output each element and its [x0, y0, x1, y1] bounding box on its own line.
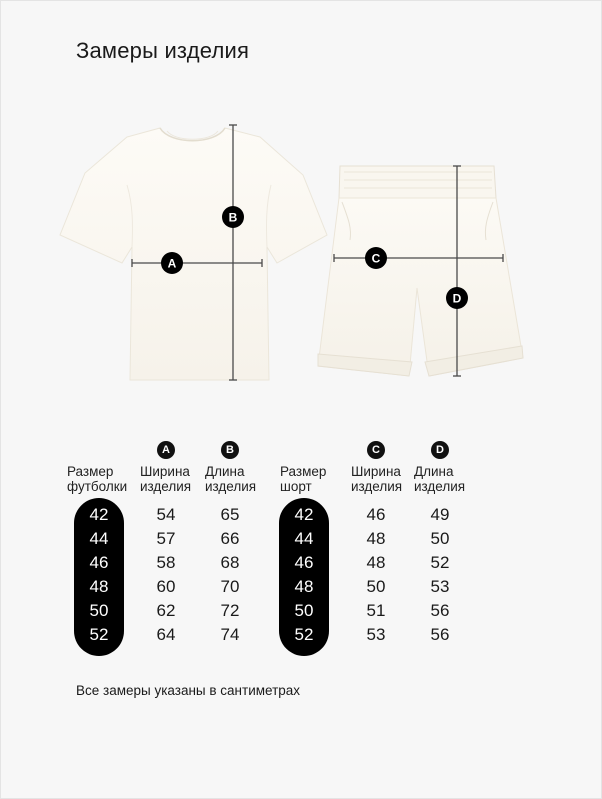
tshirt-length-cell: 65: [220, 505, 240, 524]
marker-a-badge-icon: A: [157, 441, 175, 459]
shorts-size-cell: 46: [294, 553, 314, 572]
shorts-width-cell: 53: [366, 625, 386, 644]
shorts-size-cell: 50: [294, 601, 314, 620]
tshirt-size-cell: 48: [89, 577, 109, 596]
tshirt-width-cell: 60: [156, 577, 176, 596]
shorts-length-cell: 56: [430, 625, 450, 644]
tshirt-width-cell: 62: [156, 601, 176, 620]
tshirt-size-cell: 52: [89, 625, 109, 644]
shorts-width-header: Ширина изделия: [351, 464, 403, 494]
page-title: Замеры изделия: [76, 38, 250, 63]
shorts-width-cell: 48: [366, 529, 386, 548]
shorts-size-cell: 44: [294, 529, 314, 548]
tshirt-width-header: Ширина изделия: [140, 464, 192, 494]
tshirt-width-cell: 57: [156, 529, 176, 548]
tshirt-length-header: Длина изделия: [205, 464, 257, 494]
shorts-length-cell: 49: [430, 505, 450, 524]
svg-text:C: C: [371, 251, 381, 266]
shorts-width-cell: 51: [366, 601, 386, 620]
marker-d-icon: [446, 287, 468, 309]
tshirt-width-cell: 54: [156, 505, 176, 524]
shorts-length-cell: 56: [430, 601, 450, 620]
marker-b-icon: [222, 206, 244, 228]
tshirt-width-cell: 58: [156, 553, 176, 572]
tshirt-size-cell: 46: [89, 553, 109, 572]
shorts-illustration: [312, 158, 544, 388]
svg-text:A: A: [167, 256, 177, 271]
tshirt-length-cell: 72: [220, 601, 240, 620]
shorts-size-cell: 42: [294, 505, 314, 524]
tshirt-size-cell: 42: [89, 505, 109, 524]
measurement-footnote: Все замеры указаны в сантиметрах: [76, 683, 301, 698]
marker-c-badge-icon: C: [367, 441, 385, 459]
shorts-length-header: Длина изделия: [414, 464, 466, 494]
shorts-width-cell: 46: [366, 505, 386, 524]
shorts-size-header: Размер шорт: [280, 464, 327, 494]
tshirt-length-cell: 66: [220, 529, 240, 548]
svg-text:B: B: [228, 210, 238, 225]
shorts-length-cell: 50: [430, 529, 450, 548]
tshirt-length-cell: 68: [220, 553, 240, 572]
svg-text:D: D: [452, 291, 462, 306]
shorts-length-cell: 53: [430, 577, 450, 596]
marker-b-badge-icon: B: [221, 441, 239, 459]
shorts-size-cell: 52: [294, 625, 314, 644]
marker-c-icon: [365, 247, 387, 269]
tshirt-width-cell: 64: [156, 625, 176, 644]
tshirt-length-cell: 74: [220, 625, 240, 644]
shorts-width-cell: 50: [366, 577, 386, 596]
shorts-width-cell: 48: [366, 553, 386, 572]
tshirt-size-cell: 44: [89, 529, 109, 548]
tshirt-illustration: [55, 115, 335, 390]
shorts-length-cell: 52: [430, 553, 450, 572]
shorts-size-cell: 48: [294, 577, 314, 596]
tshirt-length-cell: 70: [220, 577, 240, 596]
marker-a-icon: [161, 252, 183, 274]
tshirt-size-cell: 50: [89, 601, 109, 620]
tshirt-size-header: Размер футболки: [67, 464, 128, 494]
marker-d-badge-icon: D: [431, 441, 449, 459]
